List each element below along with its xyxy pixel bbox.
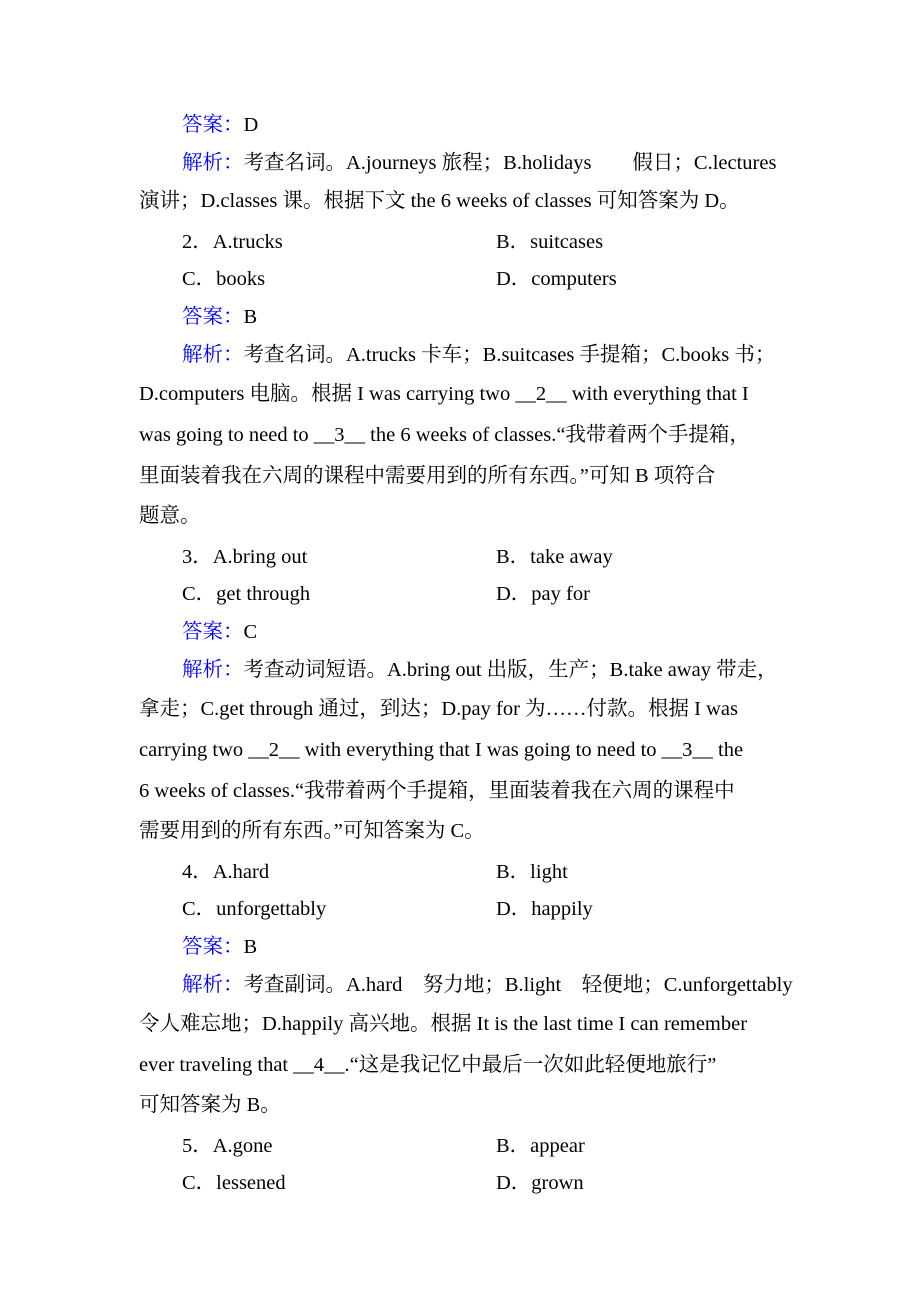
- answer-line-2: [139, 298, 809, 336]
- analysis-line: ever traveling that __4__.“这是我记忆中最后一次如此轻便地旅行”: [139, 1054, 717, 1076]
- analysis-line: D.computers 电脑。根据 I was carrying two __2__ with everything that I: [139, 383, 749, 405]
- answer-value: B: [243, 936, 258, 958]
- analysis-line: was going to need to __3__ the 6 weeks of classes.“我带着两个手提箱，: [139, 424, 750, 446]
- option-c: C．unforgettably: [182, 898, 327, 920]
- option-b: B．appear: [496, 1135, 585, 1157]
- option-b: B．take away: [496, 546, 613, 568]
- option-a: 5．A.gone: [182, 1135, 273, 1157]
- analysis-label: 解析：: [182, 659, 244, 681]
- option-d: D．computers: [496, 268, 617, 290]
- option-d: D．happily: [496, 898, 593, 920]
- options-row: [139, 261, 809, 298]
- option-c: C．lessened: [182, 1172, 286, 1194]
- answer-value: C: [243, 621, 258, 643]
- option-b: B．suitcases: [496, 231, 604, 253]
- answer-line-3: [139, 613, 809, 651]
- question-number: 5．: [182, 1135, 213, 1157]
- analysis-line: 拿走；C.get through 通过，到达；D.pay for 为……付款。根据 I was: [139, 698, 739, 720]
- analysis-label: 解析：: [182, 344, 244, 366]
- question-number: 4．: [182, 861, 213, 883]
- analysis-line: [139, 651, 809, 689]
- analysis-line: [139, 144, 809, 182]
- analysis-line: 演讲；D.classes 课。根据下文 the 6 weeks of classes 可知答案为 D。: [139, 190, 740, 212]
- option-a: 3．A.bring out: [182, 546, 308, 568]
- analysis-line: 里面装着我在六周的课程中需要用到的所有东西。”可知 B 项符合: [139, 465, 716, 487]
- question-number: 2．: [182, 231, 213, 253]
- option-c: C．get through: [182, 583, 311, 605]
- analysis-text: 考查动词短语。A.bring out 出版，生产；B.take away 带走，: [243, 659, 778, 681]
- analysis-line: [139, 336, 809, 374]
- options-row: [139, 1165, 809, 1202]
- answer-label: 答案：: [182, 114, 244, 136]
- answer-value: D: [243, 114, 259, 136]
- option-b: B．light: [496, 861, 568, 883]
- analysis-text: 考查名词。A.trucks 卡车；B.suitcases 手提箱；C.books 书；: [243, 344, 776, 366]
- options-row: [139, 224, 809, 261]
- question-number: 3．: [182, 546, 213, 568]
- analysis-line: 题意。: [139, 505, 201, 527]
- answer-line-1: [139, 106, 809, 144]
- analysis-label: 解析：: [182, 974, 244, 996]
- analysis-text: 考查副词。A.hard 努力地；B.light 轻便地；C.unforgettably: [243, 974, 793, 996]
- option-a: 2．A.trucks: [182, 231, 283, 253]
- answer-value: B: [243, 306, 258, 328]
- answer-label: 答案：: [182, 306, 244, 328]
- option-c: C．books: [182, 268, 266, 290]
- analysis-line: carrying two __2__ with everything that I was going to need to __3__ the: [139, 739, 744, 761]
- option-d: D．grown: [496, 1172, 584, 1194]
- options-row: [139, 1128, 809, 1165]
- answer-label: 答案：: [182, 621, 244, 643]
- answer-line-4: [139, 928, 809, 966]
- options-row: [139, 854, 809, 891]
- analysis-label: 解析：: [182, 152, 244, 174]
- analysis-line: [139, 966, 809, 1004]
- analysis-line: 令人难忘地；D.happily 高兴地。根据 It is the last time I can remember: [139, 1013, 748, 1035]
- option-d: D．pay for: [496, 583, 590, 605]
- analysis-line: 6 weeks of classes.“我带着两个手提箱，里面装着我在六周的课程中: [139, 780, 735, 802]
- option-a: 4．A.hard: [182, 861, 270, 883]
- analysis-line: 可知答案为 B。: [139, 1094, 281, 1116]
- options-row: [139, 539, 809, 576]
- document-page: [139, 106, 809, 1202]
- answer-label: 答案：: [182, 936, 244, 958]
- analysis-line: 需要用到的所有东西。”可知答案为 C。: [139, 820, 485, 842]
- analysis-text: 考查名词。A.journeys 旅程；B.holidays 假日；C.lectures: [243, 152, 777, 174]
- options-row: [139, 891, 809, 928]
- options-row: [139, 576, 809, 613]
